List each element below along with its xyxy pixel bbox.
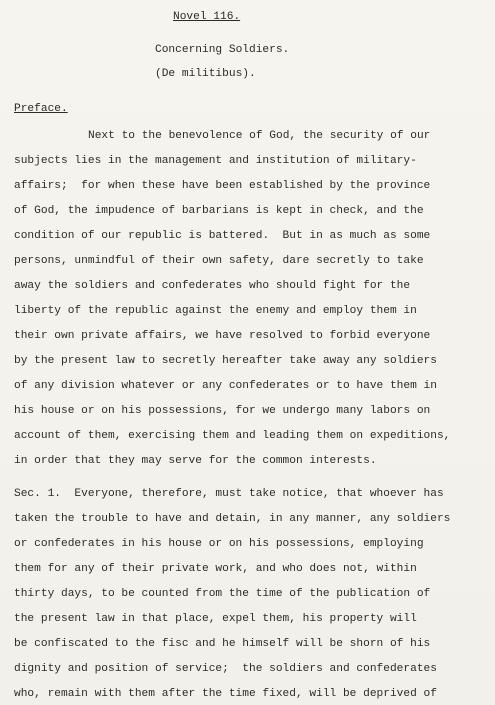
paragraph-line: in order that they may serve for the common interests. bbox=[14, 455, 377, 467]
paragraph-line: away the soldiers and confederates who should fight for the bbox=[14, 280, 411, 292]
paragraph-line: subjects lies in the management and institution of military- bbox=[14, 155, 417, 167]
subtitle: Concerning Soldiers. bbox=[155, 44, 290, 56]
paragraph-line: liberty of the republic against the enemy and employ them in bbox=[14, 305, 417, 317]
paragraph-line: persons, unmindful of their own safety, dare secretly to take bbox=[14, 255, 424, 267]
section-line: taken the trouble to have and detain, in any manner, any soldiers bbox=[14, 513, 451, 525]
section-line: Sec. 1. Everyone, therefore, must take notice, that whoever has bbox=[14, 488, 444, 500]
preface-heading: Preface. bbox=[14, 103, 68, 115]
paragraph-line: account of them, exercising them and leading them on expeditions, bbox=[14, 430, 451, 442]
paragraph-line: their own private affairs, we have resolved to forbid everyone bbox=[14, 330, 431, 342]
paragraph-line: Next to the benevolence of God, the security of our bbox=[88, 130, 431, 142]
section-line: dignity and position of service; the soldiers and confederates bbox=[14, 663, 437, 675]
paragraph-line: condition of our republic is battered. But in as much as some bbox=[14, 230, 431, 242]
section-line: or confederates in his house or on his possessions, employing bbox=[14, 538, 424, 550]
paragraph-line: of any division whatever or any confederates or to have them in bbox=[14, 380, 437, 392]
section-line: thirty days, to be counted from the time of the publication of bbox=[14, 588, 431, 600]
paragraph-line: his house or on his possessions, for we undergo many labors on bbox=[14, 405, 431, 417]
section-line: be confiscated to the fisc and he himself will be shorn of his bbox=[14, 638, 431, 650]
paragraph-line: affairs; for when these have been established by the province bbox=[14, 180, 431, 192]
section-line: the present law in that place, expel them, his property will bbox=[14, 613, 417, 625]
document-title: Novel 116. bbox=[173, 11, 241, 23]
section-line: them for any of their private work, and who does not, within bbox=[14, 563, 417, 575]
section-line: who, remain with them after the time fixed, will be deprived of bbox=[14, 688, 437, 700]
latin-subtitle: (De militibus). bbox=[155, 68, 256, 80]
paragraph-line: by the present law to secretly hereafter take away any soldiers bbox=[14, 355, 437, 367]
paragraph-line: of God, the impudence of barbarians is kept in check, and the bbox=[14, 205, 424, 217]
